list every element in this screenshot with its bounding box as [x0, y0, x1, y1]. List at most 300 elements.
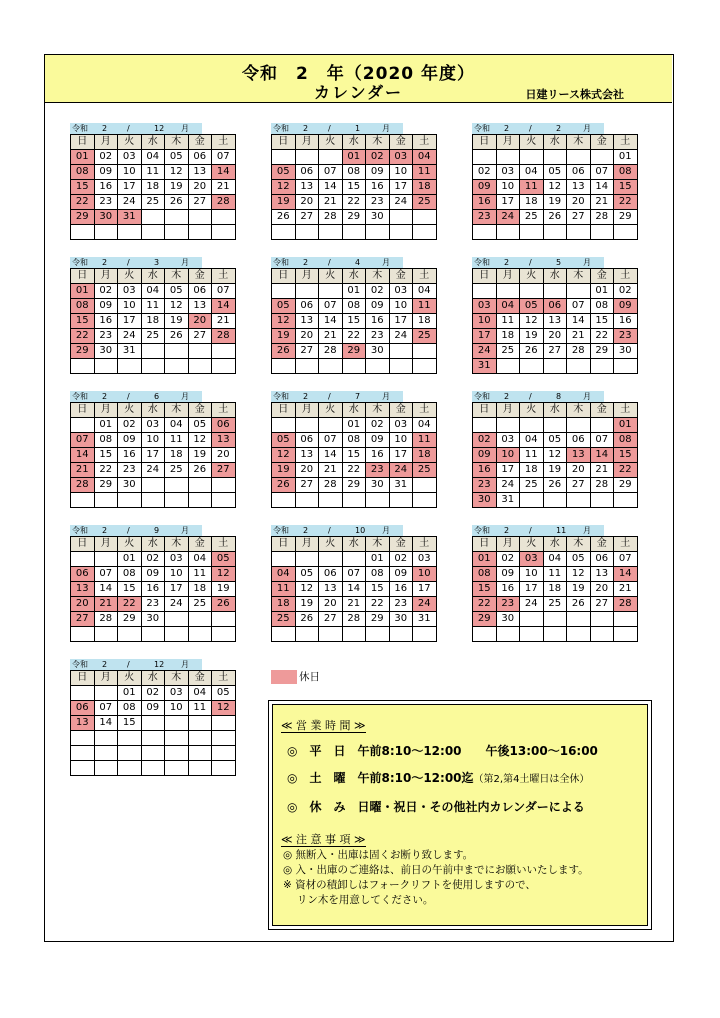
weekday-header: 日: [473, 135, 497, 150]
day-cell: 14: [212, 165, 236, 180]
weekday-header: 月: [94, 671, 118, 686]
day-cell: 12: [295, 582, 319, 597]
day-cell: 08: [614, 433, 638, 448]
weekday-header: 水: [543, 135, 567, 150]
weekday-header: 土: [413, 537, 437, 552]
weekday-header: 金: [389, 135, 413, 150]
day-cell: 26: [165, 329, 189, 344]
weekday-header: 日: [71, 269, 95, 284]
day-cell: 16: [94, 180, 118, 195]
day-cell: [94, 746, 118, 761]
day-cell: 18: [520, 195, 544, 210]
day-cell: 02: [496, 552, 520, 567]
day-cell: 27: [590, 597, 614, 612]
day-cell: 18: [543, 582, 567, 597]
day-cell: 23: [389, 597, 413, 612]
weekday-header: 火: [118, 269, 142, 284]
page-subtitle: カレンダー: [314, 83, 403, 102]
day-cell: [567, 284, 591, 299]
year-label: 2: [504, 258, 510, 267]
month-header: [271, 525, 403, 536]
day-cell: [118, 746, 142, 761]
day-cell: 03: [165, 552, 189, 567]
separator: /: [127, 526, 130, 535]
business-hours-title: ≪ 営 業 時 間 ≫: [281, 719, 366, 732]
day-cell: [567, 225, 591, 240]
day-cell: [543, 627, 567, 642]
day-cell: 09: [94, 165, 118, 180]
day-cell: 08: [342, 299, 366, 314]
day-cell: 14: [590, 180, 614, 195]
month-unit: 月: [181, 124, 189, 133]
month-number: 8: [556, 392, 562, 401]
month-grid: [70, 402, 236, 508]
day-cell: 16: [118, 448, 142, 463]
weekday-header: 金: [188, 269, 212, 284]
day-cell: 05: [567, 552, 591, 567]
day-cell: 20: [567, 463, 591, 478]
separator: /: [529, 124, 532, 133]
weekday-header: 日: [272, 403, 296, 418]
day-cell: 20: [295, 195, 319, 210]
year-label: 2: [102, 526, 108, 535]
page-title: 令和 2 年（2020 年度）: [241, 64, 476, 84]
day-cell: [543, 493, 567, 508]
day-cell: 13: [295, 180, 319, 195]
year-label: 2: [303, 392, 309, 401]
day-cell: 18: [413, 180, 437, 195]
weekday-header: 火: [118, 537, 142, 552]
day-cell: 26: [212, 597, 236, 612]
note-item: ◎ 入・出庫のご連絡は、前日の午前中までにお願いいたします。: [283, 864, 589, 876]
day-cell: 03: [496, 433, 520, 448]
day-cell: 28: [94, 612, 118, 627]
day-cell: 05: [543, 165, 567, 180]
day-cell: 08: [342, 165, 366, 180]
day-cell: 13: [567, 448, 591, 463]
day-cell: 21: [71, 463, 95, 478]
separator: /: [328, 526, 331, 535]
day-cell: 10: [165, 701, 189, 716]
weekday-header: 土: [614, 135, 638, 150]
day-cell: [496, 359, 520, 374]
day-cell: 04: [141, 284, 165, 299]
day-cell: 13: [188, 165, 212, 180]
era-label: 令和: [72, 526, 88, 535]
weekday-header: 土: [614, 403, 638, 418]
day-cell: [614, 627, 638, 642]
weekday-header: 火: [319, 269, 343, 284]
day-cell: [272, 552, 296, 567]
day-cell: 25: [141, 195, 165, 210]
month-header: [271, 391, 403, 402]
day-cell: [366, 225, 390, 240]
day-cell: 27: [188, 329, 212, 344]
day-cell: 06: [319, 567, 343, 582]
day-cell: [272, 493, 296, 508]
weekday-header: 火: [520, 403, 544, 418]
day-cell: 04: [413, 284, 437, 299]
day-cell: 04: [520, 165, 544, 180]
day-cell: [141, 716, 165, 731]
day-cell: [94, 225, 118, 240]
day-cell: [342, 493, 366, 508]
day-cell: [71, 761, 95, 776]
day-cell: 09: [141, 567, 165, 582]
day-cell: 24: [118, 195, 142, 210]
day-cell: 26: [520, 344, 544, 359]
day-cell: 08: [118, 567, 142, 582]
day-cell: [94, 552, 118, 567]
day-cell: 01: [342, 150, 366, 165]
weekday-header: 月: [94, 537, 118, 552]
info-box: [268, 700, 652, 930]
day-cell: 07: [590, 433, 614, 448]
month-grid: [271, 134, 437, 240]
day-cell: 09: [473, 448, 497, 463]
day-cell: [543, 359, 567, 374]
day-cell: 07: [567, 299, 591, 314]
day-cell: 07: [71, 433, 95, 448]
day-cell: 05: [543, 433, 567, 448]
day-cell: 21: [567, 329, 591, 344]
day-cell: 10: [389, 433, 413, 448]
month-number: 12: [154, 124, 165, 133]
day-cell: [413, 493, 437, 508]
day-cell: 19: [543, 195, 567, 210]
day-cell: 10: [389, 165, 413, 180]
separator: /: [328, 124, 331, 133]
day-cell: 21: [319, 463, 343, 478]
day-cell: 12: [272, 448, 296, 463]
day-cell: 25: [413, 463, 437, 478]
day-cell: [543, 284, 567, 299]
day-cell: [473, 225, 497, 240]
day-cell: [165, 344, 189, 359]
month-header: [70, 525, 202, 536]
day-cell: 20: [295, 329, 319, 344]
day-cell: 29: [614, 478, 638, 493]
weekday-header: 木: [165, 403, 189, 418]
day-cell: [141, 210, 165, 225]
weekday-header: 火: [118, 135, 142, 150]
day-cell: 07: [212, 284, 236, 299]
day-cell: 29: [71, 210, 95, 225]
day-cell: 01: [71, 150, 95, 165]
day-cell: [94, 493, 118, 508]
day-cell: [71, 493, 95, 508]
day-cell: 02: [473, 433, 497, 448]
day-cell: 16: [366, 180, 390, 195]
weekday-header: 水: [141, 269, 165, 284]
day-cell: [71, 746, 95, 761]
year-label: 2: [102, 124, 108, 133]
day-cell: 15: [94, 448, 118, 463]
day-cell: 12: [543, 180, 567, 195]
day-cell: 29: [473, 612, 497, 627]
day-cell: [413, 359, 437, 374]
closed-days: ◎ 休 み 日曜・祝日・その他社内カレンダーによる: [287, 800, 585, 814]
month-grid: [472, 536, 638, 642]
weekday-header: 水: [543, 537, 567, 552]
day-cell: [188, 761, 212, 776]
day-cell: 18: [520, 463, 544, 478]
day-cell: [272, 627, 296, 642]
weekday-header: 日: [71, 537, 95, 552]
day-cell: 21: [94, 597, 118, 612]
day-cell: [188, 225, 212, 240]
day-cell: [188, 627, 212, 642]
day-cell: 22: [614, 195, 638, 210]
day-cell: 23: [141, 597, 165, 612]
day-cell: [366, 359, 390, 374]
day-cell: 04: [141, 150, 165, 165]
separator: /: [529, 526, 532, 535]
day-cell: 18: [165, 448, 189, 463]
era-label: 令和: [474, 526, 490, 535]
day-cell: [188, 493, 212, 508]
day-cell: 12: [212, 567, 236, 582]
day-cell: [188, 344, 212, 359]
day-cell: 03: [389, 150, 413, 165]
day-cell: 12: [272, 180, 296, 195]
day-cell: 07: [212, 150, 236, 165]
day-cell: 11: [413, 433, 437, 448]
day-cell: [590, 359, 614, 374]
day-cell: [141, 225, 165, 240]
day-cell: 20: [71, 597, 95, 612]
day-cell: 24: [389, 329, 413, 344]
day-cell: 13: [319, 582, 343, 597]
weekday-header: 月: [496, 269, 520, 284]
month-header: [70, 257, 202, 268]
day-cell: [389, 344, 413, 359]
day-cell: 05: [212, 686, 236, 701]
day-cell: [212, 746, 236, 761]
day-cell: 06: [188, 284, 212, 299]
day-cell: 09: [389, 567, 413, 582]
day-cell: 14: [590, 448, 614, 463]
day-cell: 02: [366, 284, 390, 299]
month-unit: 月: [583, 124, 591, 133]
day-cell: 16: [473, 195, 497, 210]
era-label: 令和: [72, 124, 88, 133]
day-cell: [141, 761, 165, 776]
weekday-header: 土: [212, 537, 236, 552]
day-cell: 25: [188, 597, 212, 612]
day-cell: 15: [342, 448, 366, 463]
day-cell: 16: [496, 582, 520, 597]
weekday-header: 土: [212, 671, 236, 686]
day-cell: [319, 359, 343, 374]
day-cell: 03: [413, 552, 437, 567]
day-cell: 01: [614, 418, 638, 433]
day-cell: 27: [295, 344, 319, 359]
day-cell: 03: [520, 552, 544, 567]
day-cell: 02: [141, 552, 165, 567]
day-cell: [295, 418, 319, 433]
day-cell: 16: [389, 582, 413, 597]
day-cell: 15: [118, 716, 142, 731]
day-cell: 06: [295, 165, 319, 180]
company-name: 日建リース株式会社: [525, 88, 624, 101]
day-cell: 28: [614, 597, 638, 612]
day-cell: 08: [342, 433, 366, 448]
day-cell: [272, 418, 296, 433]
day-cell: 15: [71, 314, 95, 329]
day-cell: 13: [71, 716, 95, 731]
day-cell: 04: [165, 418, 189, 433]
notes-title: ≪ 注 意 事 項 ≫: [281, 833, 366, 846]
month-unit: 月: [181, 258, 189, 267]
day-cell: [567, 359, 591, 374]
day-cell: 25: [520, 478, 544, 493]
day-cell: 30: [94, 210, 118, 225]
day-cell: 04: [413, 418, 437, 433]
weekday-header: 月: [295, 135, 319, 150]
weekday-header: 日: [71, 135, 95, 150]
day-cell: 23: [118, 463, 142, 478]
day-cell: [141, 344, 165, 359]
day-cell: 21: [614, 582, 638, 597]
month-grid: [472, 268, 638, 374]
day-cell: 26: [188, 463, 212, 478]
month-header: [472, 525, 604, 536]
day-cell: 18: [141, 314, 165, 329]
day-cell: [389, 225, 413, 240]
day-cell: 23: [473, 478, 497, 493]
day-cell: [272, 359, 296, 374]
day-cell: [212, 493, 236, 508]
day-cell: 09: [366, 299, 390, 314]
separator: /: [529, 258, 532, 267]
weekday-header: 水: [342, 537, 366, 552]
day-cell: 03: [118, 284, 142, 299]
day-cell: [165, 359, 189, 374]
day-cell: [188, 210, 212, 225]
day-cell: 26: [272, 478, 296, 493]
weekday-header: 土: [212, 403, 236, 418]
separator: /: [127, 660, 130, 669]
day-cell: 11: [188, 701, 212, 716]
day-cell: [71, 686, 95, 701]
separator: /: [127, 392, 130, 401]
day-cell: 23: [366, 329, 390, 344]
month-grid: [472, 402, 638, 508]
weekday-header: 木: [165, 537, 189, 552]
day-cell: 29: [366, 612, 390, 627]
day-cell: [590, 612, 614, 627]
month-header: [472, 391, 604, 402]
day-cell: 14: [212, 299, 236, 314]
day-cell: 16: [94, 314, 118, 329]
month-grid: [70, 134, 236, 240]
month-header: [472, 123, 604, 134]
day-cell: 10: [496, 180, 520, 195]
day-cell: 08: [590, 299, 614, 314]
weekday-header: 火: [118, 403, 142, 418]
day-cell: 20: [543, 329, 567, 344]
day-cell: 15: [366, 582, 390, 597]
day-cell: 08: [71, 299, 95, 314]
day-cell: 08: [71, 165, 95, 180]
month-grid: [271, 402, 437, 508]
weekday-header: 水: [141, 537, 165, 552]
weekday-header: 木: [366, 537, 390, 552]
day-cell: 17: [118, 180, 142, 195]
day-cell: [590, 493, 614, 508]
era-label: 令和: [474, 392, 490, 401]
day-cell: [389, 210, 413, 225]
day-cell: [71, 552, 95, 567]
day-cell: [94, 761, 118, 776]
month-grid: [271, 268, 437, 374]
month-number: 5: [556, 258, 562, 267]
month-number: 7: [355, 392, 361, 401]
day-cell: 17: [118, 314, 142, 329]
day-cell: 09: [366, 433, 390, 448]
day-cell: [342, 359, 366, 374]
month-header: [472, 257, 604, 268]
day-cell: [496, 627, 520, 642]
day-cell: 25: [165, 463, 189, 478]
day-cell: 10: [473, 314, 497, 329]
day-cell: 11: [413, 299, 437, 314]
day-cell: 19: [272, 463, 296, 478]
day-cell: 23: [94, 195, 118, 210]
weekday-header: 月: [496, 403, 520, 418]
weekday-header: 木: [165, 135, 189, 150]
day-cell: 28: [212, 195, 236, 210]
day-cell: 05: [520, 299, 544, 314]
day-cell: 07: [319, 165, 343, 180]
day-cell: 08: [94, 433, 118, 448]
day-cell: 05: [212, 552, 236, 567]
day-cell: 27: [212, 463, 236, 478]
day-cell: 03: [141, 418, 165, 433]
day-cell: 22: [71, 195, 95, 210]
day-cell: [165, 761, 189, 776]
month-unit: 月: [583, 526, 591, 535]
day-cell: 29: [342, 478, 366, 493]
weekday-header: 金: [389, 403, 413, 418]
day-cell: 10: [496, 448, 520, 463]
day-cell: 09: [614, 299, 638, 314]
day-cell: 17: [389, 180, 413, 195]
month-grid: [472, 134, 638, 240]
day-cell: 11: [141, 165, 165, 180]
day-cell: 04: [188, 686, 212, 701]
day-cell: [118, 359, 142, 374]
day-cell: 05: [295, 567, 319, 582]
day-cell: [295, 627, 319, 642]
day-cell: [71, 731, 95, 746]
day-cell: [295, 225, 319, 240]
day-cell: 28: [319, 210, 343, 225]
day-cell: 24: [413, 597, 437, 612]
day-cell: [165, 746, 189, 761]
day-cell: 12: [188, 433, 212, 448]
day-cell: [413, 627, 437, 642]
day-cell: 04: [496, 299, 520, 314]
day-cell: [614, 359, 638, 374]
day-cell: 19: [543, 463, 567, 478]
weekday-header: 木: [567, 403, 591, 418]
separator: /: [127, 124, 130, 133]
day-cell: 20: [295, 463, 319, 478]
day-cell: 09: [141, 701, 165, 716]
day-cell: [141, 478, 165, 493]
